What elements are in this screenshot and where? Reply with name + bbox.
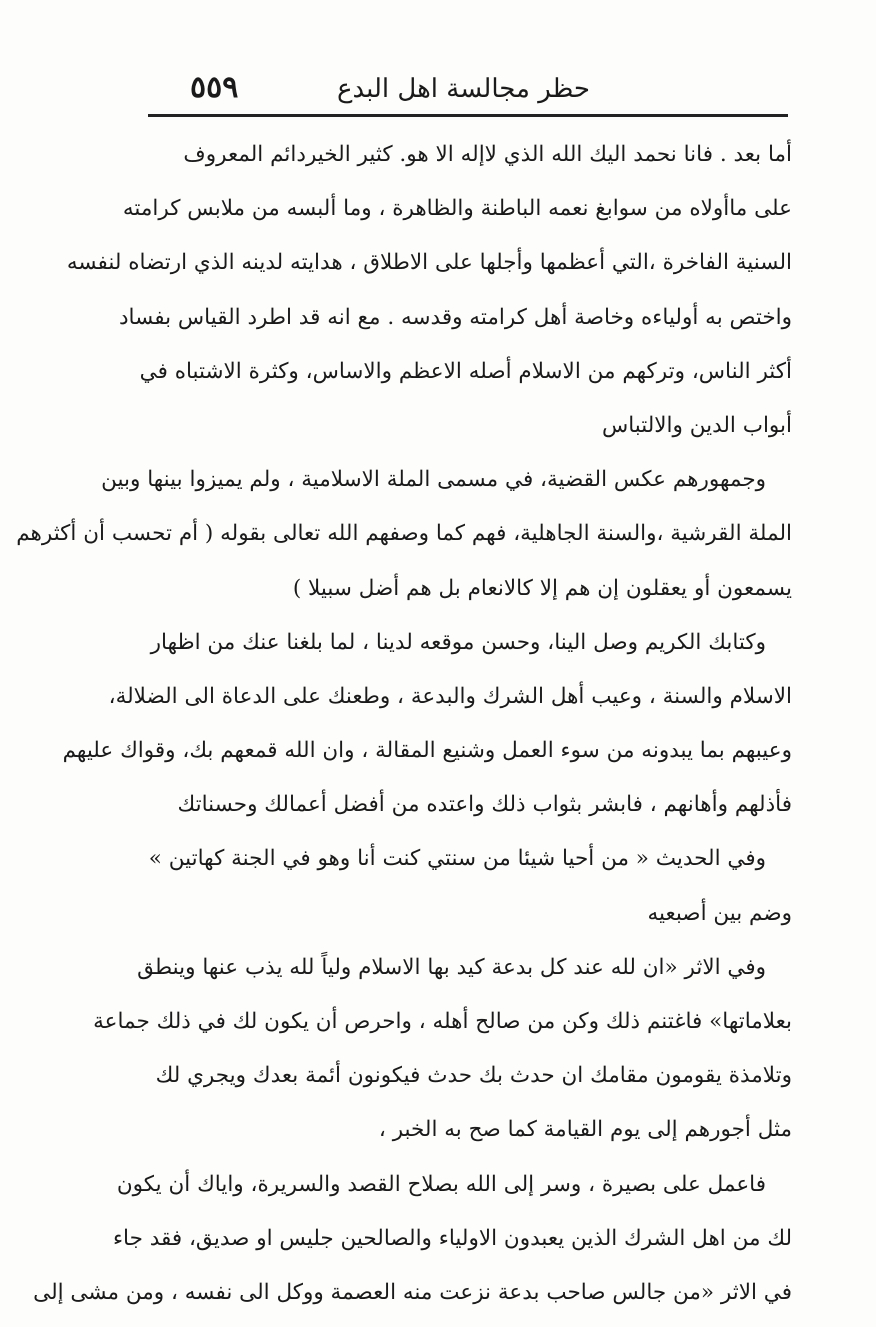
text-line: في الاثر «من جالس صاحب بدعة نزعت منه العصمة ووكل الى نفسه ، ومن مشى إلى — [33, 1279, 792, 1305]
paragraph-1 — [66, 128, 792, 453]
page-header — [148, 68, 786, 112]
paragraph-3 — [62, 616, 792, 833]
text-line: وفي الحديث « من أحيا شيئا من سنتي كنت أنا وهو في الجنة كهاتين » — [148, 846, 766, 872]
text-line: وتلامذة يقومون مقامك ان حدث بك حدث فيكونون أئمة بعدك ويجري لك — [155, 1063, 792, 1089]
text-line: وضم بين أصبعيه — [647, 900, 792, 926]
running-title: حظر مجالسة اهل البدع — [336, 74, 590, 104]
paragraph-2 — [16, 453, 792, 616]
page-body — [16, 128, 792, 1320]
text-line: أبواب الدين والالتباس — [601, 412, 792, 438]
text-line: مثل أجورهم إلى يوم القيامة كما صح به الخبر ، — [378, 1117, 792, 1143]
text-line: فأذلهم وأهانهم ، فابشر بثواب ذلك واعتده من أفضل أعمالك وحسناتك — [177, 792, 792, 818]
text-line: السنية الفاخرة ،التي أعظمها وأجلها على الاطلاق ، هدايته لدينه الذي ارتضاه لنفسه — [66, 250, 792, 276]
text-line: على ماأولاه من سوابغ نعمه الباطنة والظاهرة ، وما ألبسه من ملابس كرامته — [122, 196, 792, 222]
paragraph-4 — [128, 832, 792, 940]
text-line: وجمهورهم عكس القضية، في مسمى الملة الاسلامية ، ولم يميزوا بينها وبين — [101, 467, 766, 493]
header-rule — [148, 114, 788, 117]
text-line: أما بعد . فانا نحمد اليك الله الذي لاإله الا هو. كثير الخيردائم المعروف — [183, 142, 792, 167]
text-line: وفي الاثر «ان لله عند كل بدعة كيد بها الاسلام ولياً لله يذب عنها وينطق — [137, 954, 766, 980]
text-line: وكتابك الكريم وصل الينا، وحسن موقعه لدينا ، لما بلغنا عنك من اظهار — [150, 629, 766, 655]
text-line: الاسلام والسنة ، وعيب أهل الشرك والبدعة ، وطعنك على الدعاة الى الضلالة، — [108, 683, 792, 709]
text-line: بعلاماتها» فاغتنم ذلك وكن من صالح أهله ، واحرص أن يكون لك في ذلك جماعة — [93, 1009, 792, 1034]
paragraph-5 — [93, 941, 792, 1158]
text-line: أكثر الناس، وتركهم من الاسلام أصله الاعظم والاساس، وكثرة الاشتباه في — [139, 358, 792, 384]
page-number: ٥٥٩ — [190, 70, 239, 105]
text-line: فاعمل على بصيرة ، وسر إلى الله بصلاح القصد والسريرة، واياك أن يكون — [116, 1171, 766, 1197]
text-line: لك من اهل الشرك الذين يعبدون الاولياء والصالحين جليس او صديق، فقد جاء — [112, 1225, 792, 1251]
text-line: وعيبهم بما يبدونه من سوء العمل وشنيع المقالة ، وان الله قمعهم بك، وقواك عليهم — [62, 738, 792, 764]
text-line: يسمعون أو يعقلون إن هم إلا كالانعام بل هم أضل سبيلا ) — [292, 575, 792, 601]
paragraph-6 — [33, 1158, 792, 1321]
text-line: الملة القرشية ،والسنة الجاهلية، فهم كما وصفهم الله تعالى بقوله ( أم تحسب أن أكثرهم — [16, 521, 792, 547]
text-line: واختص به أولياءه وخاصة أهل كرامته وقدسه . مع انه قد اطرد القياس بفساد — [118, 304, 792, 330]
